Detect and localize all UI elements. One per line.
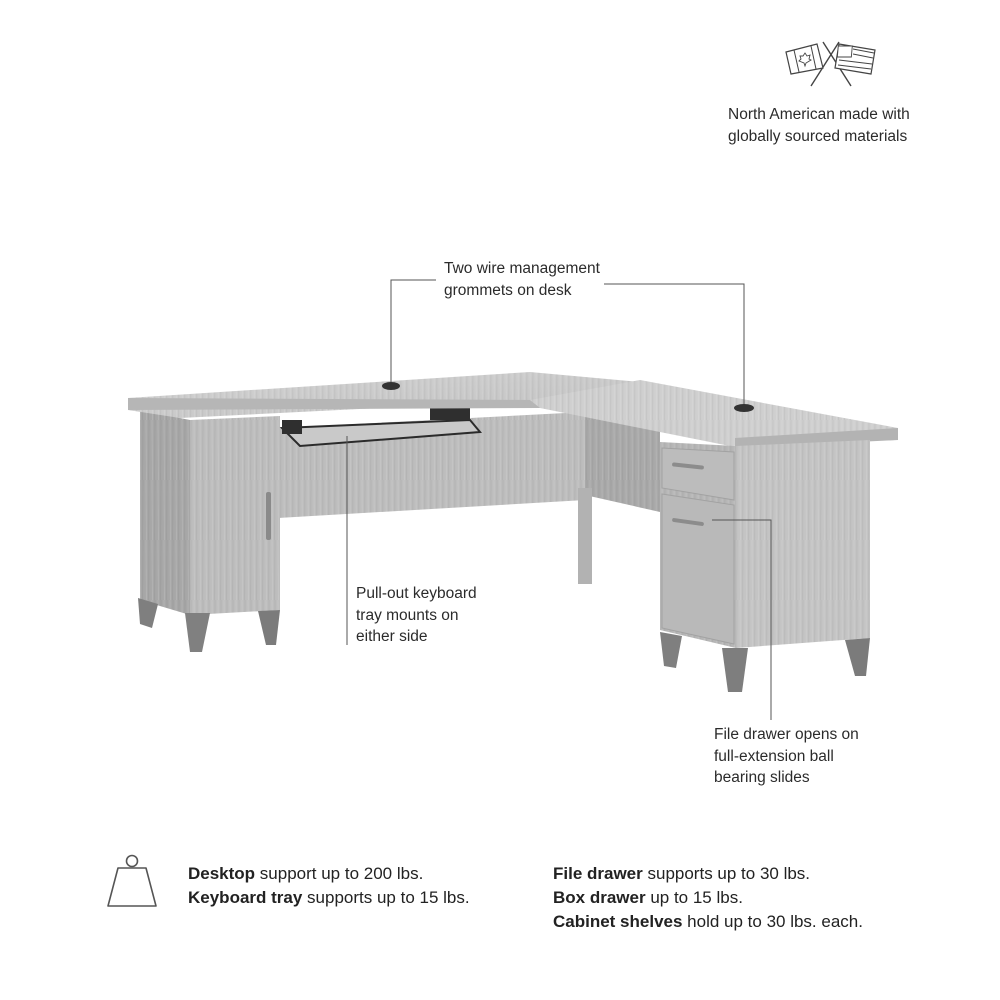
keyboard-tray-rail [430,408,470,420]
callout-grommets [444,258,600,301]
specs-right [553,862,863,934]
callout-drawer-line-1: File drawer opens on [714,726,859,743]
spec-box-drawer [553,886,863,910]
spec-box-drawer-label: Box drawer [553,888,646,907]
callout-keyboard-line-3: either side [356,628,428,645]
spec-cabinet-label: Cabinet shelves [553,912,683,931]
left-cabinet-leg [258,610,280,645]
callout-file-drawer [714,724,859,789]
origin-line-2: globally sourced materials [728,127,908,145]
spec-cabinet-text: hold up to 30 lbs. each. [682,912,863,931]
callout-grommets-line-2: grommets on desk [444,281,572,299]
spec-file-drawer [553,862,863,886]
desk-leg-inner [578,488,592,584]
right-pedestal-leg [845,638,870,676]
callout-keyboard-line-1: Pull-out keyboard [356,585,477,602]
spec-desktop-label: Desktop [188,864,256,883]
left-cabinet-leg [185,613,210,652]
callout-keyboard-line-2: tray mounts on [356,606,459,624]
spec-cabinet-shelves [553,910,863,934]
callout-drawer-line-3: bearing slides [714,769,810,786]
wire-grommet [734,404,754,412]
spec-keyboard-text: supports up to 15 lbs. [302,888,470,907]
callout-grommets-line-1: Two wire management [444,260,600,277]
right-pedestal-leg [660,632,682,668]
spec-keyboard-label: Keyboard tray [188,888,303,907]
cabinet-door-handle [266,492,271,540]
spec-file-drawer-text: supports up to 30 lbs. [642,864,811,883]
right-pedestal-leg [722,648,748,692]
spec-desktop [188,862,470,886]
specs-left [188,862,470,910]
grommet-leader-left [391,280,436,382]
spec-desktop-text: support up to 200 lbs. [255,864,424,883]
wire-grommet [382,382,400,390]
crossed-flags-icon [783,38,879,88]
origin-statement [728,104,910,147]
weight-icon [104,854,160,910]
file-drawer [662,494,734,644]
callout-keyboard-tray [356,583,477,648]
spec-file-drawer-label: File drawer [553,864,643,883]
origin-line-1: North American made with [728,106,910,123]
spec-keyboard-tray [188,886,470,910]
spec-box-drawer-text: up to 15 lbs. [645,888,743,907]
callout-drawer-line-2: full-extension ball [714,747,834,765]
